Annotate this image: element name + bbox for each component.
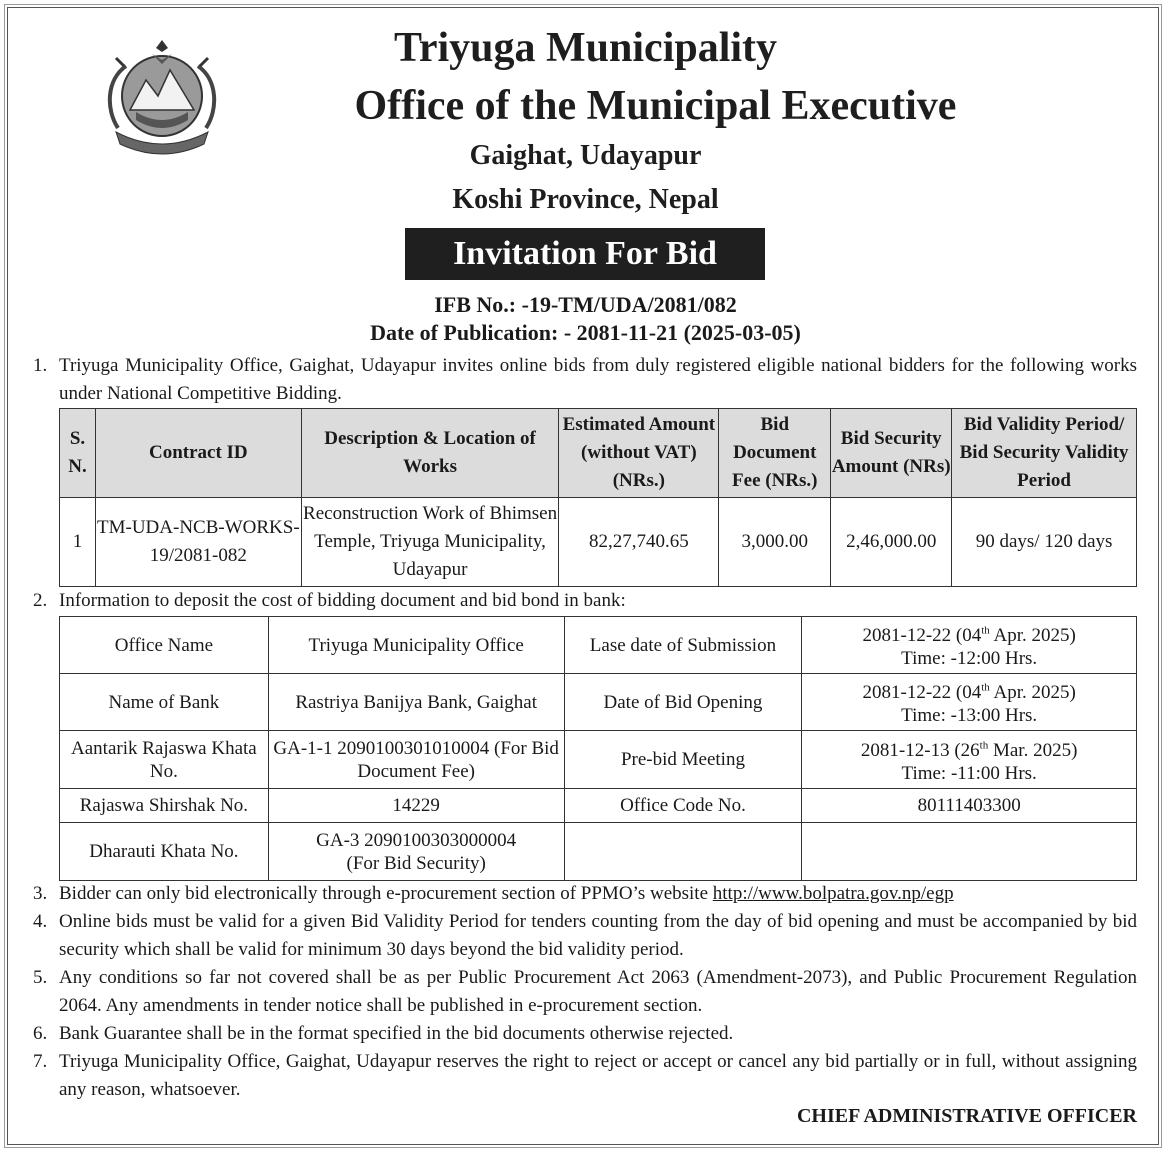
table-row <box>60 674 1137 731</box>
prebid-date: 2081-12-13 (26th Mar. 2025) <box>860 739 1078 761</box>
bank-name-label: Name of Bank <box>60 674 269 731</box>
prebid-label: Pre-bid Meeting <box>564 731 802 789</box>
table-row <box>60 789 1137 823</box>
opening-value <box>802 674 1137 731</box>
item-5-text: Any conditions so far not covered shall be as per Public Procurement Act 2063 (Amendment-2073), and Public Procurement Regulation 2064. Any amendments in tender notice shall be published in e-procurement section. <box>59 967 1137 1016</box>
table-row <box>60 498 1137 587</box>
item-number: 1. <box>33 355 48 376</box>
notice-title-banner: Invitation For Bid <box>405 228 765 280</box>
cell-doc-fee: 3,000.00 <box>719 498 831 587</box>
address-line-2: Koshi Province, Nepal <box>452 184 719 215</box>
cell-contract-id: TM-UDA-NCB-WORKS-19/2081-082 <box>95 498 301 587</box>
opening-date: 2081-12-22 (04th Apr. 2025) <box>862 681 1076 704</box>
opening-label: Date of Bid Opening <box>564 674 802 731</box>
table-row <box>60 823 1137 881</box>
header-estimated: Estimated Amount (without VAT) (NRs.) <box>559 409 719 498</box>
signatory: CHIEF ADMINISTRATIVE OFFICER <box>796 1105 1137 1127</box>
contract-table-header <box>60 409 1137 498</box>
dharauti-label: Dharauti Khata No. <box>60 823 269 881</box>
publication-date: Date of Publication: - 2081-11-21 (2025-03-05) <box>370 320 801 345</box>
empty-cell <box>802 823 1137 881</box>
submission-label: Lase date of Submission <box>564 617 802 674</box>
cell-estimated: 82,27,740.65 <box>559 498 719 587</box>
header-sn: S. N. <box>60 409 96 498</box>
item-number: 4. <box>33 911 48 932</box>
submission-date: 2081-12-22 (04th Apr. 2025) <box>862 624 1076 647</box>
office-name-value: Triyuga Municipality Office <box>268 617 564 674</box>
header-validity: Bid Validity Period/ Bid Security Validity Period <box>952 409 1137 498</box>
bank-name-value: Rastriya Banijya Bank, Gaighat <box>268 674 564 731</box>
table-row <box>60 617 1137 674</box>
empty-cell <box>564 823 802 881</box>
item-6-text: Bank Guarantee shall be in the format specified in the bid documents otherwise rejected. <box>59 1023 734 1044</box>
item-4-text: Online bids must be valid for a given Bid Validity Period for tenders counting from the day of bid opening and must be accompanied by bid security which shall be valid for minimum 30 days beyond the bid validity period. <box>59 911 1137 960</box>
cell-validity: 90 days/ 120 days <box>952 498 1137 587</box>
shirshak-value: 14229 <box>268 789 564 823</box>
prebid-time: Time: -11:00 Hrs. <box>901 762 1037 784</box>
item-number: 7. <box>33 1051 48 1072</box>
cell-sn: 1 <box>60 498 96 587</box>
dharauti-value: GA-3 2090100303000004 (For Bid Security) <box>268 823 564 881</box>
office-code-value: 80111403300 <box>802 789 1137 823</box>
submission-time: Time: -12:00 Hrs. <box>901 648 1038 670</box>
ifb-number: IFB No.: -19-TM/UDA/2081/082 <box>434 292 737 317</box>
item-number: 2. <box>33 590 48 611</box>
khata-value: GA-1-1 2090100301010004 (For Bid Document Fee) <box>268 731 564 789</box>
bank-info-table <box>59 616 1137 881</box>
ppmo-website-link[interactable]: http://www.bolpatra.gov.np/egp <box>712 883 954 904</box>
header-security: Bid Security Amount (NRs) <box>831 409 952 498</box>
opening-time: Time: -13:00 Hrs. <box>901 705 1038 727</box>
table-row <box>60 731 1137 789</box>
submission-value <box>802 617 1137 674</box>
shirshak-label: Rajaswa Shirshak No. <box>60 789 269 823</box>
item-3-text: Bidder can only bid electronically through e-procurement section of PPMO’s website http://www.bolpatra.gov.np/egp <box>59 883 954 904</box>
header-description: Description & Location of Works <box>301 409 559 498</box>
org-title: Triyuga Municipality <box>393 25 778 71</box>
header-doc-fee: Bid Document Fee (NRs.) <box>719 409 831 498</box>
item-number: 3. <box>33 883 48 904</box>
prebid-value <box>802 731 1137 789</box>
header-contract-id: Contract ID <box>95 409 301 498</box>
item-number: 5. <box>33 967 48 988</box>
office-name-label: Office Name <box>60 617 269 674</box>
item-7-text: Triyuga Municipality Office, Gaighat, Udayapur reserves the right to reject or accept or cancel any bid partially or in full, without assigning any reason, whatsoever. <box>59 1051 1137 1100</box>
office-title: Office of the Municipal Executive <box>354 83 957 129</box>
cell-security: 2,46,000.00 <box>831 498 952 587</box>
address-line-1: Gaighat, Udayapur <box>469 140 702 171</box>
item-1-text: Triyuga Municipality Office, Gaighat, Udayapur invites online bids from duly registered eligible national bidders for the following works under National Competitive Bidding. <box>59 355 1137 404</box>
item-2-text: Information to deposit the cost of bidding document and bid bond in bank: <box>59 590 626 611</box>
contract-table <box>59 408 1137 587</box>
item-number: 6. <box>33 1023 48 1044</box>
cell-description: Reconstruction Work of Bhimsen Temple, Triyuga Municipality, Udayapur <box>301 498 559 587</box>
office-code-label: Office Code No. <box>564 789 802 823</box>
khata-label: Aantarik Rajaswa Khata No. <box>60 731 269 789</box>
